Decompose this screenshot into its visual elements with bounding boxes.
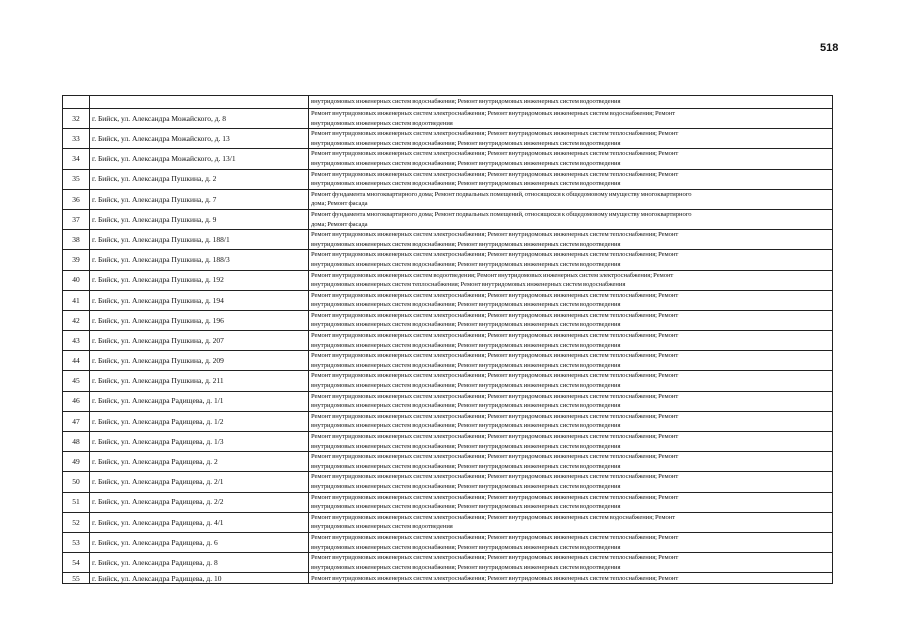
repair-works-cell: Ремонт внутридомовых инженерных систем электроснабжения; Ремонт внутридомовых инженерных систем теплоснабжения; Ремонт внутридомовых инженерных систем водоснабжения; Ремонт внутридомовых инженерных систем водоотведения (309, 432, 833, 452)
repair-works-cell: Ремонт внутридомовых инженерных систем электроснабжения; Ремонт внутридомовых инженерных систем теплоснабжения; Ремонт внутридомовых инженерных систем водоснабжения; Ремонт внутридомовых инженерных систем водоотведения (309, 129, 833, 149)
row-number-cell: 49 (63, 452, 90, 472)
address-cell: г. Бийск, ул. Александра Пушкина, д. 207 (90, 331, 309, 351)
table-row (63, 331, 833, 351)
table-row (63, 189, 833, 209)
table-body (63, 96, 833, 584)
repair-works-cell: Ремонт внутридомовых инженерных систем электроснабжения; Ремонт внутридомовых инженерных систем водоснабжения; Ремонт внутридомовых инженерных систем водоотведения (309, 109, 833, 129)
repair-works-cell: Ремонт внутридомовых инженерных систем электроснабжения; Ремонт внутридомовых инженерных систем теплоснабжения; Ремонт внутридомовых инженерных систем водоснабжения; Ремонт внутридомовых инженерных систем водоотведения (309, 331, 833, 351)
repair-works-cell: Ремонт внутридомовых инженерных систем электроснабжения; Ремонт внутридомовых инженерных систем теплоснабжения; Ремонт внутридомовых инженерных систем водоснабжения; Ремонт внутридомовых инженерных систем водоотведения (309, 472, 833, 492)
row-number-cell: 45 (63, 371, 90, 391)
row-number-cell: 33 (63, 129, 90, 149)
repair-works-cell: Ремонт внутридомовых инженерных систем электроснабжения; Ремонт внутридомовых инженерных систем водоснабжения; Ремонт внутридомовых инженерных систем водоотведения (309, 512, 833, 532)
address-cell: г. Бийск, ул. Александра Радищева, д. 1/3 (90, 432, 309, 452)
table-row (63, 351, 833, 371)
address-cell: г. Бийск, ул. Александра Радищева, д. 6 (90, 532, 309, 552)
row-number-cell: 39 (63, 250, 90, 270)
address-cell: г. Бийск, ул. Александра Можайского, д. 8 (90, 109, 309, 129)
table-row (63, 553, 833, 573)
repair-works-cell: Ремонт фундамента многоквартирного дома; Ремонт подвальных помещений, относящихся к общедомовому имуществу многоквартирного дома; Ремонт фасада (309, 209, 833, 229)
table-row (63, 492, 833, 512)
repair-works-table (62, 95, 833, 584)
address-cell: г. Бийск, ул. Александра Радищева, д. 1/1 (90, 391, 309, 411)
repair-works-cell: Ремонт внутридомовых инженерных систем электроснабжения; Ремонт внутридомовых инженерных систем теплоснабжения; Ремонт внутридомовых инженерных систем водоснабжения; Ремонт внутридомовых инженерных систем водоотведения (309, 371, 833, 391)
row-number-cell: 55 (63, 573, 90, 584)
repair-works-cell: Ремонт внутридомовых инженерных систем электроснабжения; Ремонт внутридомовых инженерных систем теплоснабжения; Ремонт внутридомовых инженерных систем водоснабжения; Ремонт внутридомовых инженерных систем водоотведения (309, 310, 833, 330)
address-cell: г. Бийск, ул. Александра Радищева, д. 8 (90, 553, 309, 573)
row-number-cell: 43 (63, 331, 90, 351)
table-row (63, 129, 833, 149)
repair-works-cell: Ремонт внутридомовых инженерных систем электроснабжения; Ремонт внутридомовых инженерных систем теплоснабжения; Ремонт внутридомовых инженерных систем водоснабжения; Ремонт внутридомовых инженерных систем водоотведения (309, 452, 833, 472)
table-row (63, 290, 833, 310)
row-number-cell: 37 (63, 209, 90, 229)
address-cell: г. Бийск, ул. Александра Пушкина, д. 2 (90, 169, 309, 189)
row-number-cell: 34 (63, 149, 90, 169)
address-cell: г. Бийск, ул. Александра Можайского, д. 13/1 (90, 149, 309, 169)
address-cell: г. Бийск, ул. Александра Пушкина, д. 7 (90, 189, 309, 209)
table-row (63, 250, 833, 270)
address-cell: г. Бийск, ул. Александра Пушкина, д. 211 (90, 371, 309, 391)
address-cell: г. Бийск, ул. Александра Пушкина, д. 209 (90, 351, 309, 371)
repair-works-cell: Ремонт внутридомовых инженерных систем электроснабжения; Ремонт внутридомовых инженерных систем теплоснабжения; Ремонт внутридомовых инженерных систем водоснабжения; Ремонт внутридомовых инженерных систем водоотведения (309, 230, 833, 250)
row-number-cell: 41 (63, 290, 90, 310)
address-cell: г. Бийск, ул. Александра Радищева, д. 2/1 (90, 472, 309, 492)
table-row (63, 169, 833, 189)
table-row (63, 452, 833, 472)
row-number-cell: 32 (63, 109, 90, 129)
row-number-cell: 36 (63, 189, 90, 209)
row-number-cell: 38 (63, 230, 90, 250)
row-number-cell: 44 (63, 351, 90, 371)
address-cell: г. Бийск, ул. Александра Можайского, д. 13 (90, 129, 309, 149)
table-row (63, 411, 833, 431)
address-cell: г. Бийск, ул. Александра Пушкина, д. 194 (90, 290, 309, 310)
row-number-cell: 47 (63, 411, 90, 431)
row-number-cell: 54 (63, 553, 90, 573)
table-row (63, 109, 833, 129)
table-row (63, 472, 833, 492)
row-number-cell: 50 (63, 472, 90, 492)
table-row (63, 230, 833, 250)
table-row (63, 432, 833, 452)
repair-works-cell: Ремонт внутридомовых инженерных систем электроснабжения; Ремонт внутридомовых инженерных систем теплоснабжения; Ремонт внутридомовых инженерных систем водоснабжения; Ремонт внутридомовых инженерных систем водоотведения (309, 391, 833, 411)
table-row (63, 391, 833, 411)
table-row (63, 209, 833, 229)
row-number-cell: 52 (63, 512, 90, 532)
table-row (63, 371, 833, 391)
page-number: 518 (820, 42, 839, 54)
table-row (63, 532, 833, 552)
address-cell: г. Бийск, ул. Александра Радищева, д. 2 (90, 452, 309, 472)
repair-works-cell: Ремонт внутридомовых инженерных систем электроснабжения; Ремонт внутридомовых инженерных систем теплоснабжения; Ремонт внутридомовых инженерных систем водоснабжения; Ремонт внутридомовых инженерных систем водоотведения (309, 553, 833, 573)
row-number-cell: 53 (63, 532, 90, 552)
repair-works-cell: Ремонт внутридомовых инженерных систем электроснабжения; Ремонт внутридомовых инженерных систем теплоснабжения; Ремонт внутридомовых инженерных систем водоснабжения; Ремонт внутридомовых инженерных систем водоотведения (309, 149, 833, 169)
repair-works-cell: Ремонт внутридомовых инженерных систем электроснабжения; Ремонт внутридомовых инженерных систем теплоснабжения; Ремонт внутридомовых инженерных систем водоснабжения; Ремонт внутридомовых инженерных систем водоотведения (309, 492, 833, 512)
row-number-cell: 42 (63, 310, 90, 330)
address-cell: г. Бийск, ул. Александра Пушкина, д. 192 (90, 270, 309, 290)
repair-works-cell: Ремонт внутридомовых инженерных систем электроснабжения; Ремонт внутридомовых инженерных систем теплоснабжения; Ремонт внутридомовых инженерных систем водоснабжения; Ремонт внутридомовых инженерных систем водоотведения (309, 250, 833, 270)
row-number-cell: 40 (63, 270, 90, 290)
repair-works-cell: внутридомовых инженерных систем водоснабжения; Ремонт внутридомовых инженерных систем водоотведения (309, 96, 833, 109)
row-number-cell: 46 (63, 391, 90, 411)
repair-works-cell: Ремонт внутридомовых инженерных систем электроснабжения; Ремонт внутридомовых инженерных систем теплоснабжения; Ремонт (309, 573, 833, 584)
repair-works-cell: Ремонт внутридомовых инженерных систем электроснабжения; Ремонт внутридомовых инженерных систем теплоснабжения; Ремонт внутридомовых инженерных систем водоснабжения; Ремонт внутридомовых инженерных систем водоотведения (309, 290, 833, 310)
table-row (63, 573, 833, 584)
address-cell: г. Бийск, ул. Александра Пушкина, д. 196 (90, 310, 309, 330)
row-number-cell: 51 (63, 492, 90, 512)
repair-works-cell: Ремонт внутридомовых инженерных систем электроснабжения; Ремонт внутридомовых инженерных систем теплоснабжения; Ремонт внутридомовых инженерных систем водоснабжения; Ремонт внутридомовых инженерных систем водоотведения (309, 351, 833, 371)
address-cell: г. Бийск, ул. Александра Радищева, д. 2/2 (90, 492, 309, 512)
row-number-cell: 35 (63, 169, 90, 189)
table-row (63, 96, 833, 109)
table-row (63, 512, 833, 532)
address-cell: г. Бийск, ул. Александра Радищева, д. 1/2 (90, 411, 309, 431)
address-cell: г. Бийск, ул. Александра Пушкина, д. 9 (90, 209, 309, 229)
table-row (63, 310, 833, 330)
row-number-cell: 48 (63, 432, 90, 452)
address-cell: г. Бийск, ул. Александра Радищева, д. 4/1 (90, 512, 309, 532)
table-row (63, 270, 833, 290)
row-number-cell (63, 96, 90, 109)
repair-works-cell: Ремонт фундамента многоквартирного дома; Ремонт подвальных помещений, относящихся к общедомовому имуществу многоквартирного дома; Ремонт фасада (309, 189, 833, 209)
repair-works-cell: Ремонт внутридомовых инженерных систем электроснабжения; Ремонт внутридомовых инженерных систем теплоснабжения; Ремонт внутридомовых инженерных систем водоснабжения; Ремонт внутридомовых инженерных систем водоотведения (309, 411, 833, 431)
repair-works-cell: Ремонт внутридомовых инженерных систем электроснабжения; Ремонт внутридомовых инженерных систем теплоснабжения; Ремонт внутридомовых инженерных систем водоснабжения; Ремонт внутридомовых инженерных систем водоотведения (309, 169, 833, 189)
address-cell (90, 96, 309, 109)
repair-works-cell: Ремонт внутридомовых инженерных систем водоотведения; Ремонт внутридомовых инженерных систем электроснабжения; Ремонт внутридомовых инженерных систем теплоснабжения; Ремонт внутридомовых инженерных систем водоснабжения (309, 270, 833, 290)
address-cell: г. Бийск, ул. Александра Пушкина, д. 188/1 (90, 230, 309, 250)
table-row (63, 149, 833, 169)
repair-works-cell: Ремонт внутридомовых инженерных систем электроснабжения; Ремонт внутридомовых инженерных систем теплоснабжения; Ремонт внутридомовых инженерных систем водоснабжения; Ремонт внутридомовых инженерных систем водоотведения (309, 532, 833, 552)
address-cell: г. Бийск, ул. Александра Пушкина, д. 188/3 (90, 250, 309, 270)
address-cell: г. Бийск, ул. Александра Радищева, д. 10 (90, 573, 309, 584)
